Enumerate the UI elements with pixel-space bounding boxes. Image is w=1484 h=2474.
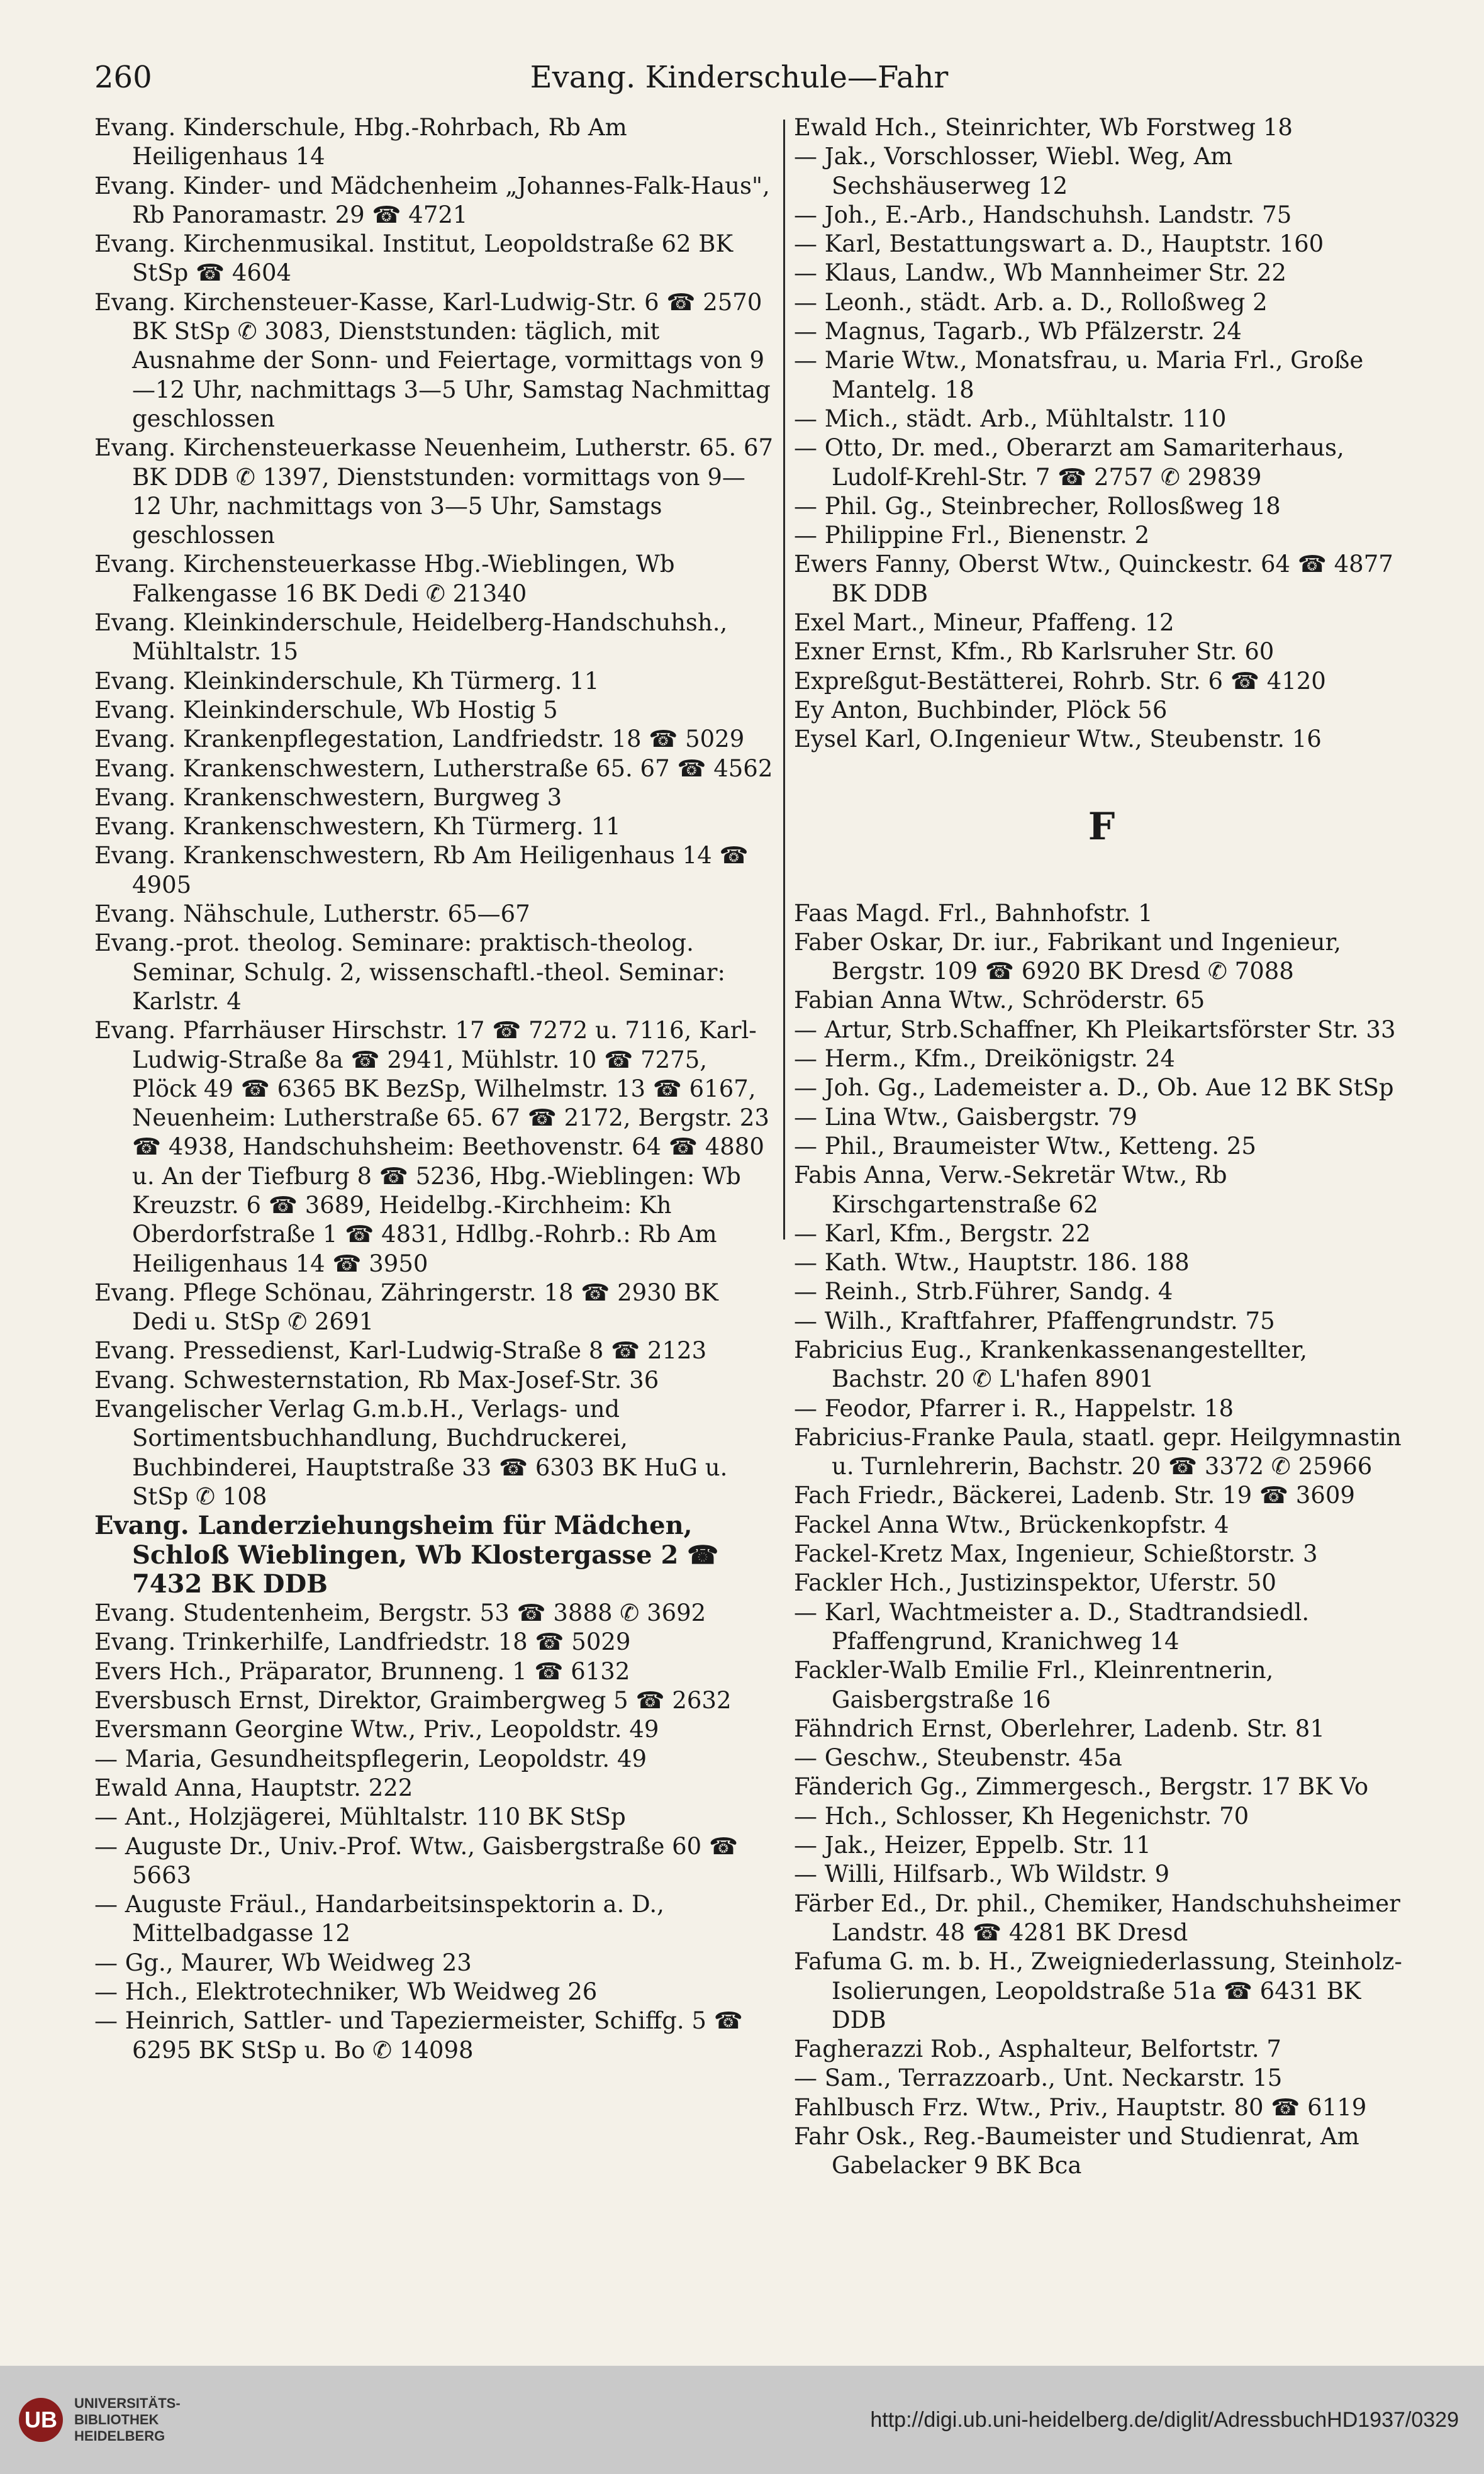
directory-entry: — Kath. Wtw., Hauptstr. 186. 188 <box>794 1249 1190 1277</box>
directory-entry: — Phil., Braumeister Wtw., Ketteng. 25 <box>794 1132 1256 1160</box>
directory-entry: Ewald Hch., Steinrichter, Wb Forstweg 18 <box>794 114 1293 141</box>
directory-entry: — Artur, Strb.Schaffner, Kh Pleikartsförster Str. 33 <box>794 1016 1396 1043</box>
directory-columns <box>94 113 1409 2290</box>
directory-entry: Evang. Krankenschwestern, Kh Türmerg. 11 <box>94 813 621 841</box>
directory-entry: — Heinrich, Sattler- und Tapeziermeister, Schiffg. 5 ☎ 6295 BK StSp u. Bo ✆ 14098 <box>94 2007 743 2064</box>
directory-entry: — Karl, Kfm., Bergstr. 22 <box>794 1219 1091 1247</box>
directory-entry: Eysel Karl, O.Ingenieur Wtw., Steubenstr. 16 <box>794 725 1322 753</box>
directory-entry: Eversmann Georgine Wtw., Priv., Leopoldstr. 49 <box>94 1716 659 1744</box>
directory-entry: — Mich., städt. Arb., Mühltalstr. 110 <box>794 405 1227 432</box>
directory-entry: — Wilh., Kraftfahrer, Pfaffengrundstr. 75 <box>794 1307 1275 1335</box>
column-divider <box>783 120 785 1240</box>
directory-entry: Evang. Kirchensteuerkasse Hbg.-Wieblingen, Wb Falkengasse 16 BK Dedi ✆ 21340 <box>94 551 675 607</box>
directory-entry: — Reinh., Strb.Führer, Sandg. 4 <box>794 1278 1173 1306</box>
directory-entry: Fänderich Gg., Zimmergesch., Bergstr. 17 BK Vo <box>794 1773 1369 1801</box>
directory-entry: — Feodor, Pfarrer i. R., Happelstr. 18 <box>794 1394 1234 1422</box>
directory-entry: Fabis Anna, Verw.-Sekretär Wtw., Rb Kirschgartenstraße 62 <box>794 1161 1227 1218</box>
directory-entry: Evang. Kirchensteuer-Kasse, Karl-Ludwig-Str. 6 ☎ 2570 BK StSp ✆ 3083, Dienststunden: täglich, mit Ausnahme der Sonn- und Feiertage, vormittags von 9—12 Uhr, nachmittags 3—5 Uhr, Samstag Nachmittag geschlossen <box>94 288 771 432</box>
directory-entry: Evang. Pfarrhäuser Hirschstr. 17 ☎ 7272 u. 7116, Karl-Ludwig-Straße 8a ☎ 2941, Mühlstr. 10 ☎ 7275, Plöck 49 ☎ 6365 BK BezSp, Wilhelmstr. 13 ☎ 6167, Neuenheim: Lutherstraße 65. 67 ☎ 2172, Bergstr. 23 ☎ 4938, Handschuhsheim: Beethovenstr. 64 ☎ 4880 u. An der Tiefburg 8 ☎ 5236, Hbg.-Wieblingen: Wb Kreuzstr. 6 ☎ 3689, Heidelbg.-Kirchheim: Kh Oberdorfstraße 1 ☎ 4831, Hdlbg.-Rohrb.: Rb Am Heiligenhaus 14 ☎ 3950 <box>94 1017 769 1277</box>
section-letter: F <box>1088 804 1115 849</box>
directory-entry: — Lina Wtw., Gaisbergstr. 79 <box>794 1103 1137 1131</box>
directory-entry: Fafuma G. m. b. H., Zweigniederlassung, Steinholz-Isolierungen, Leopoldstraße 51a ☎ 6431 BK DDB <box>794 1948 1402 2034</box>
directory-entry: — Joh., E.-Arb., Handschuhsh. Landstr. 75 <box>794 201 1292 228</box>
directory-entry: Fabricius-Franke Paula, staatl. gepr. Heilgymnastin u. Turnlehrerin, Bachstr. 20 ☎ 3372 ✆ 25966 <box>794 1423 1402 1480</box>
directory-entry: Evang. Kirchensteuerkasse Neuenheim, Lutherstr. 65. 67 BK DDB ✆ 1397, Dienststunden: vormittags von 9—12 Uhr, nachmittags von 3—5 Uhr, Samstags geschlossen <box>94 434 774 549</box>
directory-entry: Ewers Fanny, Oberst Wtw., Quinckestr. 64 ☎ 4877 BK DDB <box>794 551 1393 607</box>
directory-entry: Fackler Hch., Justizinspektor, Uferstr. 50 <box>794 1569 1276 1597</box>
directory-entry: — Marie Wtw., Monatsfrau, u. Maria Frl., Große Mantelg. 18 <box>794 347 1364 403</box>
directory-entry: Fagherazzi Rob., Asphalteur, Belfortstr. 7 <box>794 2035 1281 2063</box>
page-number: 260 <box>94 60 152 95</box>
directory-entry: — Herm., Kfm., Dreikönigstr. 24 <box>794 1045 1175 1073</box>
logo-line: HEIDELBERG <box>74 2428 165 2444</box>
left-column <box>94 113 774 2290</box>
directory-entry: — Karl, Wachtmeister a. D., Stadtrandsiedl. Pfaffengrund, Kranichweg 14 <box>794 1598 1310 1655</box>
directory-entry: — Gg., Maurer, Wb Weidweg 23 <box>94 1949 472 1976</box>
directory-entry: Fabian Anna Wtw., Schröderstr. 65 <box>794 987 1205 1014</box>
directory-entry: — Karl, Bestattungswart a. D., Hauptstr. 160 <box>794 230 1324 258</box>
right-column <box>794 113 1409 2290</box>
directory-entry: Färber Ed., Dr. phil., Chemiker, Handschuhsheimer Landstr. 48 ☎ 4281 BK Dresd <box>794 1889 1400 1946</box>
directory-entry: Evang. Studentenheim, Bergstr. 53 ☎ 3888 ✆ 3692 <box>94 1599 706 1627</box>
directory-entry: Evang. Kinder- und Mädchenheim „Johannes-Falk-Haus", Rb Panoramastr. 29 ☎ 4721 <box>94 172 770 228</box>
library-seal-icon: UB <box>19 2398 63 2442</box>
directory-entry: Evang. Kirchenmusikal. Institut, Leopoldstraße 62 BK StSp ☎ 4604 <box>94 230 734 287</box>
directory-entry: Evang.-prot. theolog. Seminare: praktisch-theolog. Seminar, Schulg. 2, wissenschaftl.-theol. Seminar: Karlstr. 4 <box>94 929 725 1015</box>
directory-entry: — Auguste Dr., Univ.-Prof. Wtw., Gaisbergstraße 60 ☎ 5663 <box>94 1832 739 1889</box>
directory-entry: Fabricius Eug., Krankenkassenangestellter, Bachstr. 20 ✆ L'hafen 8901 <box>794 1336 1307 1393</box>
directory-entry: Evers Hch., Präparator, Brunneng. 1 ☎ 6132 <box>94 1657 630 1685</box>
directory-entry: — Auguste Fräul., Handarbeitsinspektorin a. D., Mittelbadgasse 12 <box>94 1891 664 1947</box>
directory-entry: Fackler-Walb Emilie Frl., Kleinrentnerin, Gaisbergstraße 16 <box>794 1657 1274 1713</box>
directory-entry: Evang. Krankenschwestern, Rb Am Heiligenhaus 14 ☎ 4905 <box>94 842 749 898</box>
directory-entry: — Hch., Elektrotechniker, Wb Weidweg 26 <box>94 1978 598 2005</box>
directory-entry: Ewald Anna, Hauptstr. 222 <box>94 1774 413 1801</box>
library-name <box>74 2395 181 2444</box>
directory-entry: Faber Oskar, Dr. iur., Fabrikant und Ingenieur, Bergstr. 109 ☎ 6920 BK Dresd ✆ 7088 <box>794 928 1341 985</box>
directory-entry: Evang. Trinkerhilfe, Landfriedstr. 18 ☎ 5029 <box>94 1628 631 1656</box>
library-logo[interactable] <box>19 2395 181 2444</box>
directory-entry: — Philippine Frl., Bienenstr. 2 <box>794 522 1150 549</box>
directory-entry: Fackel-Kretz Max, Ingenieur, Schießtorstr. 3 <box>794 1540 1318 1568</box>
directory-entry: Fach Friedr., Bäckerei, Ladenb. Str. 19 ☎ 3609 <box>794 1482 1355 1509</box>
directory-entry: Evang. Kleinkinderschule, Heidelberg-Handschuhsh., Mühltalstr. 15 <box>94 609 728 666</box>
directory-entry: Fackel Anna Wtw., Brückenkopfstr. 4 <box>794 1511 1229 1538</box>
footer-bar <box>0 2366 1484 2474</box>
logo-line: UNIVERSITÄTS- <box>74 2395 181 2411</box>
directory-entry: Evang. Schwesternstation, Rb Max-Josef-Str. 36 <box>94 1366 659 1394</box>
directory-entry: Faas Magd. Frl., Bahnhofstr. 1 <box>794 899 1153 927</box>
directory-entry: Expreßgut-Bestätterei, Rohrb. Str. 6 ☎ 4120 <box>794 667 1326 695</box>
directory-entry: Exner Ernst, Kfm., Rb Karlsruher Str. 60 <box>794 638 1275 666</box>
directory-entry: Evangelischer Verlag G.m.b.H., Verlags- und Sortimentsbuchhandlung, Buchdruckerei, Buchbinderei, Hauptstraße 33 ☎ 6303 BK HuG u. StSp ✆ 108 <box>94 1396 728 1510</box>
logo-line: BIBLIOTHEK <box>74 2412 159 2427</box>
directory-entry: Fahr Osk., Reg.-Baumeister und Studienrat, Am Gabelacker 9 BK Bca <box>794 2123 1359 2180</box>
directory-entry: Evang. Landerziehungsheim für Mädchen, Schloß Wieblingen, Wb Klostergasse 2 ☎ 7432 BK DDB <box>94 1511 719 1599</box>
directory-entry: Evang. Kleinkinderschule, Kh Türmerg. 11 <box>94 667 600 695</box>
directory-entry: Evang. Krankenpflegestation, Landfriedstr. 18 ☎ 5029 <box>94 725 745 753</box>
right-column-bottom <box>794 899 1409 2181</box>
source-url[interactable]: http://digi.ub.uni-heidelberg.de/diglit/AdressbuchHD1937/0329 <box>870 2407 1459 2432</box>
directory-entry: Evang. Nähschule, Lutherstr. 65—67 <box>94 900 530 928</box>
directory-entry: Fahlbusch Frz. Wtw., Priv., Hauptstr. 80 ☎ 6119 <box>794 2093 1367 2121</box>
directory-entry: — Magnus, Tagarb., Wb Pfälzerstr. 24 <box>794 318 1242 345</box>
directory-entry: — Joh. Gg., Lademeister a. D., Ob. Aue 12 BK StSp <box>794 1074 1394 1102</box>
page-header <box>94 55 1384 99</box>
directory-entry: — Geschw., Steubenstr. 45a <box>794 1744 1122 1772</box>
directory-entry: — Leonh., städt. Arb. a. D., Rolloßweg 2 <box>794 288 1268 316</box>
directory-entry: Fähndrich Ernst, Oberlehrer, Ladenb. Str. 81 <box>794 1715 1325 1742</box>
directory-entry: — Hch., Schlosser, Kh Hegenichstr. 70 <box>794 1802 1249 1830</box>
directory-entry: — Jak., Heizer, Eppelb. Str. 11 <box>794 1832 1151 1859</box>
directory-entry: — Sam., Terrazzoarb., Unt. Neckarstr. 15 <box>794 2064 1283 2092</box>
directory-entry: — Ant., Holzjägerei, Mühltalstr. 110 BK StSp <box>94 1803 626 1831</box>
directory-entry: Evang. Kleinkinderschule, Wb Hostig 5 <box>94 696 558 724</box>
directory-entry: — Klaus, Landw., Wb Mannheimer Str. 22 <box>794 259 1286 287</box>
directory-entry: Evang. Krankenschwestern, Burgweg 3 <box>94 783 562 811</box>
directory-entry: Exel Mart., Mineur, Pfaffeng. 12 <box>794 609 1174 637</box>
directory-entry: — Jak., Vorschlosser, Wiebl. Weg, Am Sechshäuserweg 12 <box>794 143 1233 199</box>
directory-entry: Evang. Kinderschule, Hbg.-Rohrbach, Rb Am Heiligenhaus 14 <box>94 114 627 171</box>
running-title: Evang. Kinderschule—Fahr <box>530 60 949 95</box>
directory-entry: Evang. Pressedienst, Karl-Ludwig-Straße 8 ☎ 2123 <box>94 1337 707 1365</box>
directory-entry: — Willi, Hilfsarb., Wb Wildstr. 9 <box>794 1861 1170 1888</box>
directory-entry: Ey Anton, Buchbinder, Plöck 56 <box>794 696 1168 724</box>
directory-entry: Eversbusch Ernst, Direktor, Graimbergweg 5 ☎ 2632 <box>94 1687 732 1715</box>
directory-entry: — Phil. Gg., Steinbrecher, Rollosßweg 18 <box>794 492 1281 520</box>
directory-entry: — Maria, Gesundheitspflegerin, Leopoldstr. 49 <box>94 1745 647 1772</box>
directory-entry: — Otto, Dr. med., Oberarzt am Samariterhaus, Ludolf-Krehl-Str. 7 ☎ 2757 ✆ 29839 <box>794 434 1344 491</box>
right-column-top <box>794 113 1409 754</box>
directory-entry: Evang. Krankenschwestern, Lutherstraße 65. 67 ☎ 4562 <box>94 754 773 782</box>
directory-entry: Evang. Pflege Schönau, Zähringerstr. 18 ☎ 2930 BK Dedi u. StSp ✆ 2691 <box>94 1279 718 1336</box>
